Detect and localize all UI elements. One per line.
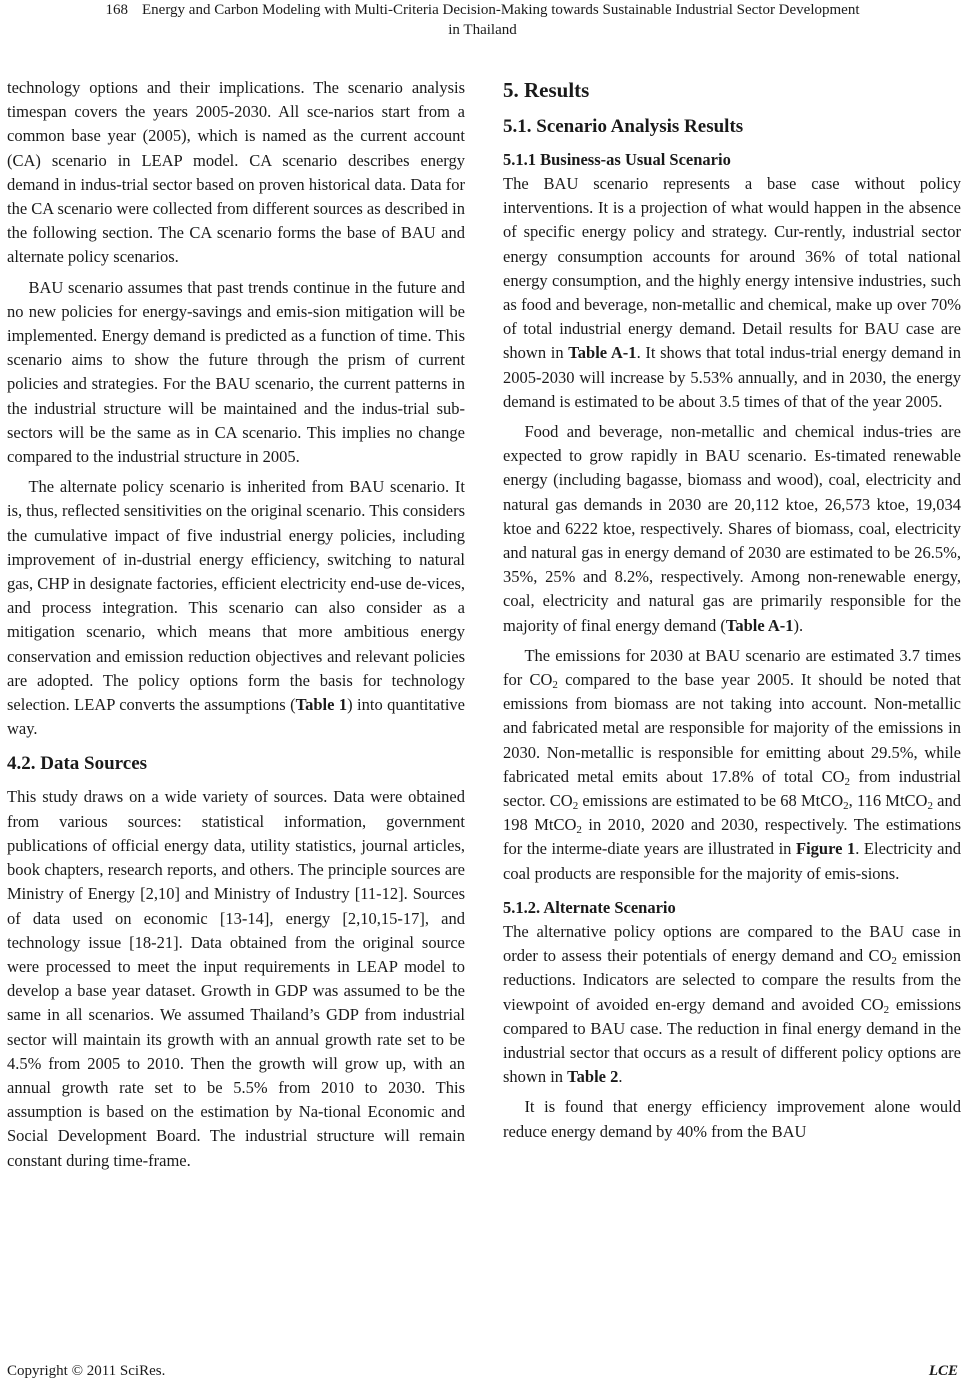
section-heading-results: 5. Results xyxy=(503,78,590,102)
running-head xyxy=(0,0,965,40)
running-title: Energy and Carbon Modeling with Multi-Criteria Decision-Making towards Sustainable Industrial Sector Development xyxy=(142,2,860,18)
page-footer xyxy=(7,1361,958,1381)
paragraph: Food and beverage, non-metallic and chemical indus-tries are expected to grow rapidly in BAU scenario. Es-timated renewable energy (including bagasse, biomass and wood), coal, electricity and natural gas demands in 2030 are 20,112 ktoe, 26,573 ktoe, 19,034 ktoe and 6222 ktoe, respectively. Shares of biomass, coal, electricity and natural gas in energy demand of 2030 are estimated to be 26.5%, 35%, 25% and 8.2%, respectively. Among non-renewable energy, coal, electricity and natural gas are primarily responsible for the majority of final energy demand (Table A-1). xyxy=(503,422,961,635)
table-reference[interactable]: Table A-1 xyxy=(725,615,794,635)
subsubsection-heading-alternate: 5.1.2. Alternate Scenario xyxy=(503,897,676,917)
journal-abbrev: LCE xyxy=(928,1363,958,1379)
page-number: 168 xyxy=(105,2,128,18)
paragraph: BAU scenario assumes that past trends continue in the future and no new policies for energy-savings and emis-sion mitigation will be implemented. Energy demand is predicted as a function of time. This scenario aims to show the future through the prism of current policies and strategies. For the BAU scenario, the current patterns in the industrial structure will be maintained and the indus-trial sub-sectors will be the same as in CA scenario. This implies no change compared to the industrial structure in 2005. xyxy=(7,277,465,467)
paragraph: The alternative policy options are compared to the BAU case in order to assess their potentials of energy demand and $CO_2$ emission reductions. Indicators are selected to compare the results from the viewpoint of avoided en-ergy demand and avoided $CO_2$ emissions compared to BAU case. The reduction in final energy demand in the industrial sector that occurs as a result of different policy options are shown in Table 2. xyxy=(503,921,962,1087)
right-column xyxy=(503,76,961,1144)
paragraph: The emissions for 2030 at BAU scenario are estimated 3.7 times for $CO_2$ compared to the base year 2005. It should be noted that emissions from biomass are not taking into account. Non-metallic and fabricated metal are responsible for majority of the emissions in 2030. Non-metallic is responsible for emitting about 29.5%, while fabricated metal emits about 17.8% of total $CO_2$ from industrial sector. $CO_2$ emissions are estimated to be 68 MtCO$_2$, 116 MtCO$_2$ and 198 MtCO$_2$ in 2010, 2020 and 2030, respectively. The estimations for the interme-diate years are illustrated in Figure 1. Electricity and coal products are responsible for the majority of emis-sions. xyxy=(503,645,961,883)
paragraph: This study draws on a wide variety of sources. Data were obtained from various sources: statistical information, government publications of official energy data, utility statistics, journal articles, book chapters, research reports, and others. The principle sources are Ministry of Energy [2,10] and Ministry of Industry [11-12]. Sources of data used on economic [13-14], energy [2,10,15-17], and technology issue [18-21]. Data obtained from the original source were processed to meet the input requirements in LEAP model to develop a base year dataset. Growth in GDP was assumed to be the same in all scenarios. We assumed Thailand’s GDP from industrial sector will maintain its growth with an annual growth rate set to be 4.5% from 2005 to 2010. Then the growth will grow up, with an annual growth rate set to be 5.5% from 2010 to 2030. This assumption is based on the estimation by Na-tional Economic and Social Development Board. The industrial structure will remain constant during time-frame. xyxy=(7,787,465,1170)
table-reference[interactable]: Table 1 xyxy=(295,695,348,715)
table-reference[interactable]: Table 2 xyxy=(567,1067,619,1087)
subsection-heading-scenario-analysis: 5.1. Scenario Analysis Results xyxy=(503,116,744,137)
paragraph: The alternate policy scenario is inherited from BAU scenario. It is, thus, reflected sensitivities on the original scenario. This considers the cumulative impact of five industrial energy policies, including improvement of in-dustrial energy efficiency, switching to natural gas, CHP in designate factories, efficient electricity end-use de-vices, and process integration. This scenario can also consider as a mitigation scenario, which means that more ambitious energy conservation and emission reduction objectives and relevant policies are adopted. The policy options form the basis for technology selection. LEAP converts the assumptions (Table 1) into quantitative way. xyxy=(7,477,466,739)
left-column xyxy=(7,76,465,1173)
figure-reference[interactable]: Figure 1 xyxy=(795,839,856,859)
subsubsection-heading-bau: 5.1.1 Business-as Usual Scenario xyxy=(503,150,731,169)
copyright: Copyright © 2011 SciRes. xyxy=(7,1363,166,1379)
paragraph: technology options and their implications. The scenario analysis timespan covers the years 2005-2030. All sce-narios start from a common base year (2005), which is named as the current account (CA) scenario in LEAP model. CA scenario describes energy demand in indus-trial sector based on proven historical data. Data for the CA scenario were collected from different sources as described in the following section. The CA scenario forms the base of BAU and alternate policy scenarios. xyxy=(7,78,465,267)
table-reference[interactable]: Table A-1 xyxy=(568,343,637,363)
paragraph: The BAU scenario represents a base case without policy interventions. It is a projection of what would happen in the absence of specific energy policy and strategy. Cur-rently, industrial sector energy consumption accounts for around 36% of total national energy consumption, and the highly energy intensive industries, such as food and beverage, non-metallic and chemical, make up over 70% of total industrial energy demand. Detail results for BAU case are shown in Table A-1. It shows that total indus-trial energy demand in 2005-2030 will increase by 5.53% annually, and in 2030, the energy demand is estimated to be about 3.5 times of that of the year 2005. xyxy=(503,174,962,411)
paragraph: It is found that energy efficiency improvement alone would reduce energy demand by 40% from the BAU xyxy=(503,1097,961,1141)
section-heading-data-sources: 4.2. Data Sources xyxy=(7,753,148,775)
running-title-line2: in Thailand xyxy=(448,22,517,38)
